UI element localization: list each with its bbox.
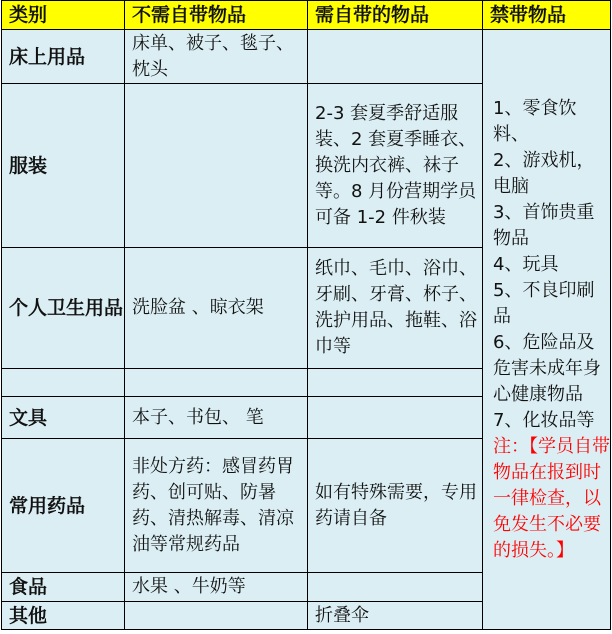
category-cell: 常用药品 <box>2 439 125 573</box>
forbidden-item: 7、化妆品等 <box>493 409 595 431</box>
header-needed: 需自带的物品 <box>308 1 483 30</box>
forbidden-items-cell <box>483 30 611 630</box>
not-needed-cell: 床单、被子、毯子、枕头 <box>125 30 308 84</box>
forbidden-item: 1、零食饮料、 <box>493 97 577 145</box>
header-category: 类别 <box>2 1 125 30</box>
needed-cell <box>308 397 483 439</box>
forbidden-item: 3、首饰贵重物品 <box>493 201 595 249</box>
needed-cell: 折叠伞 <box>308 602 483 630</box>
forbidden-item: 2、游戏机，电脑 <box>493 149 595 197</box>
header-not-needed: 不需自带物品 <box>125 1 308 30</box>
category-cell <box>2 369 125 397</box>
not-needed-cell <box>125 369 308 397</box>
forbidden-item: 6、危险品及危害未成年身心健康物品 <box>493 331 601 405</box>
table-row <box>2 30 611 84</box>
needed-cell <box>308 30 483 84</box>
needed-cell <box>308 573 483 602</box>
not-needed-cell: 本子、书包、 笔 <box>125 397 308 439</box>
category-cell: 个人卫生用品 <box>2 248 125 369</box>
not-needed-cell: 非处方药：感冒药胃药、创可贴、防暑药、清热解毒、清凉油等常规药品 <box>125 439 308 573</box>
forbidden-item: 4、玩具 <box>493 253 559 275</box>
forbidden-item: 5、不良印刷品 <box>493 279 595 327</box>
not-needed-cell: 水果 、牛奶等 <box>125 573 308 602</box>
not-needed-cell <box>125 602 308 630</box>
category-cell: 服装 <box>2 84 125 248</box>
header-row <box>2 1 611 30</box>
category-cell: 食品 <box>2 573 125 602</box>
needed-cell: 2-3 套夏季舒适服装、2 套夏季睡衣、换洗内衣裤、袜子等。8 月份营期学员可备 1-2 件秋装 <box>308 84 483 248</box>
needed-cell: 如有特殊需要，专用药请自备 <box>308 439 483 573</box>
category-cell: 文具 <box>2 397 125 439</box>
header-forbidden: 禁带物品 <box>483 1 611 30</box>
forbidden-note: 注：【学员自带物品在报到时一律检查，以免发生不必要的损失。】 <box>493 435 610 561</box>
not-needed-cell <box>125 84 308 248</box>
packing-list-table <box>1 0 611 630</box>
not-needed-cell: 洗脸盆 、晾衣架 <box>125 248 308 369</box>
needed-cell <box>308 369 483 397</box>
needed-cell: 纸巾、毛巾、浴巾、牙刷、牙膏、杯子、洗护用品、拖鞋、浴巾等 <box>308 248 483 369</box>
category-cell: 床上用品 <box>2 30 125 84</box>
category-cell: 其他 <box>2 602 125 630</box>
